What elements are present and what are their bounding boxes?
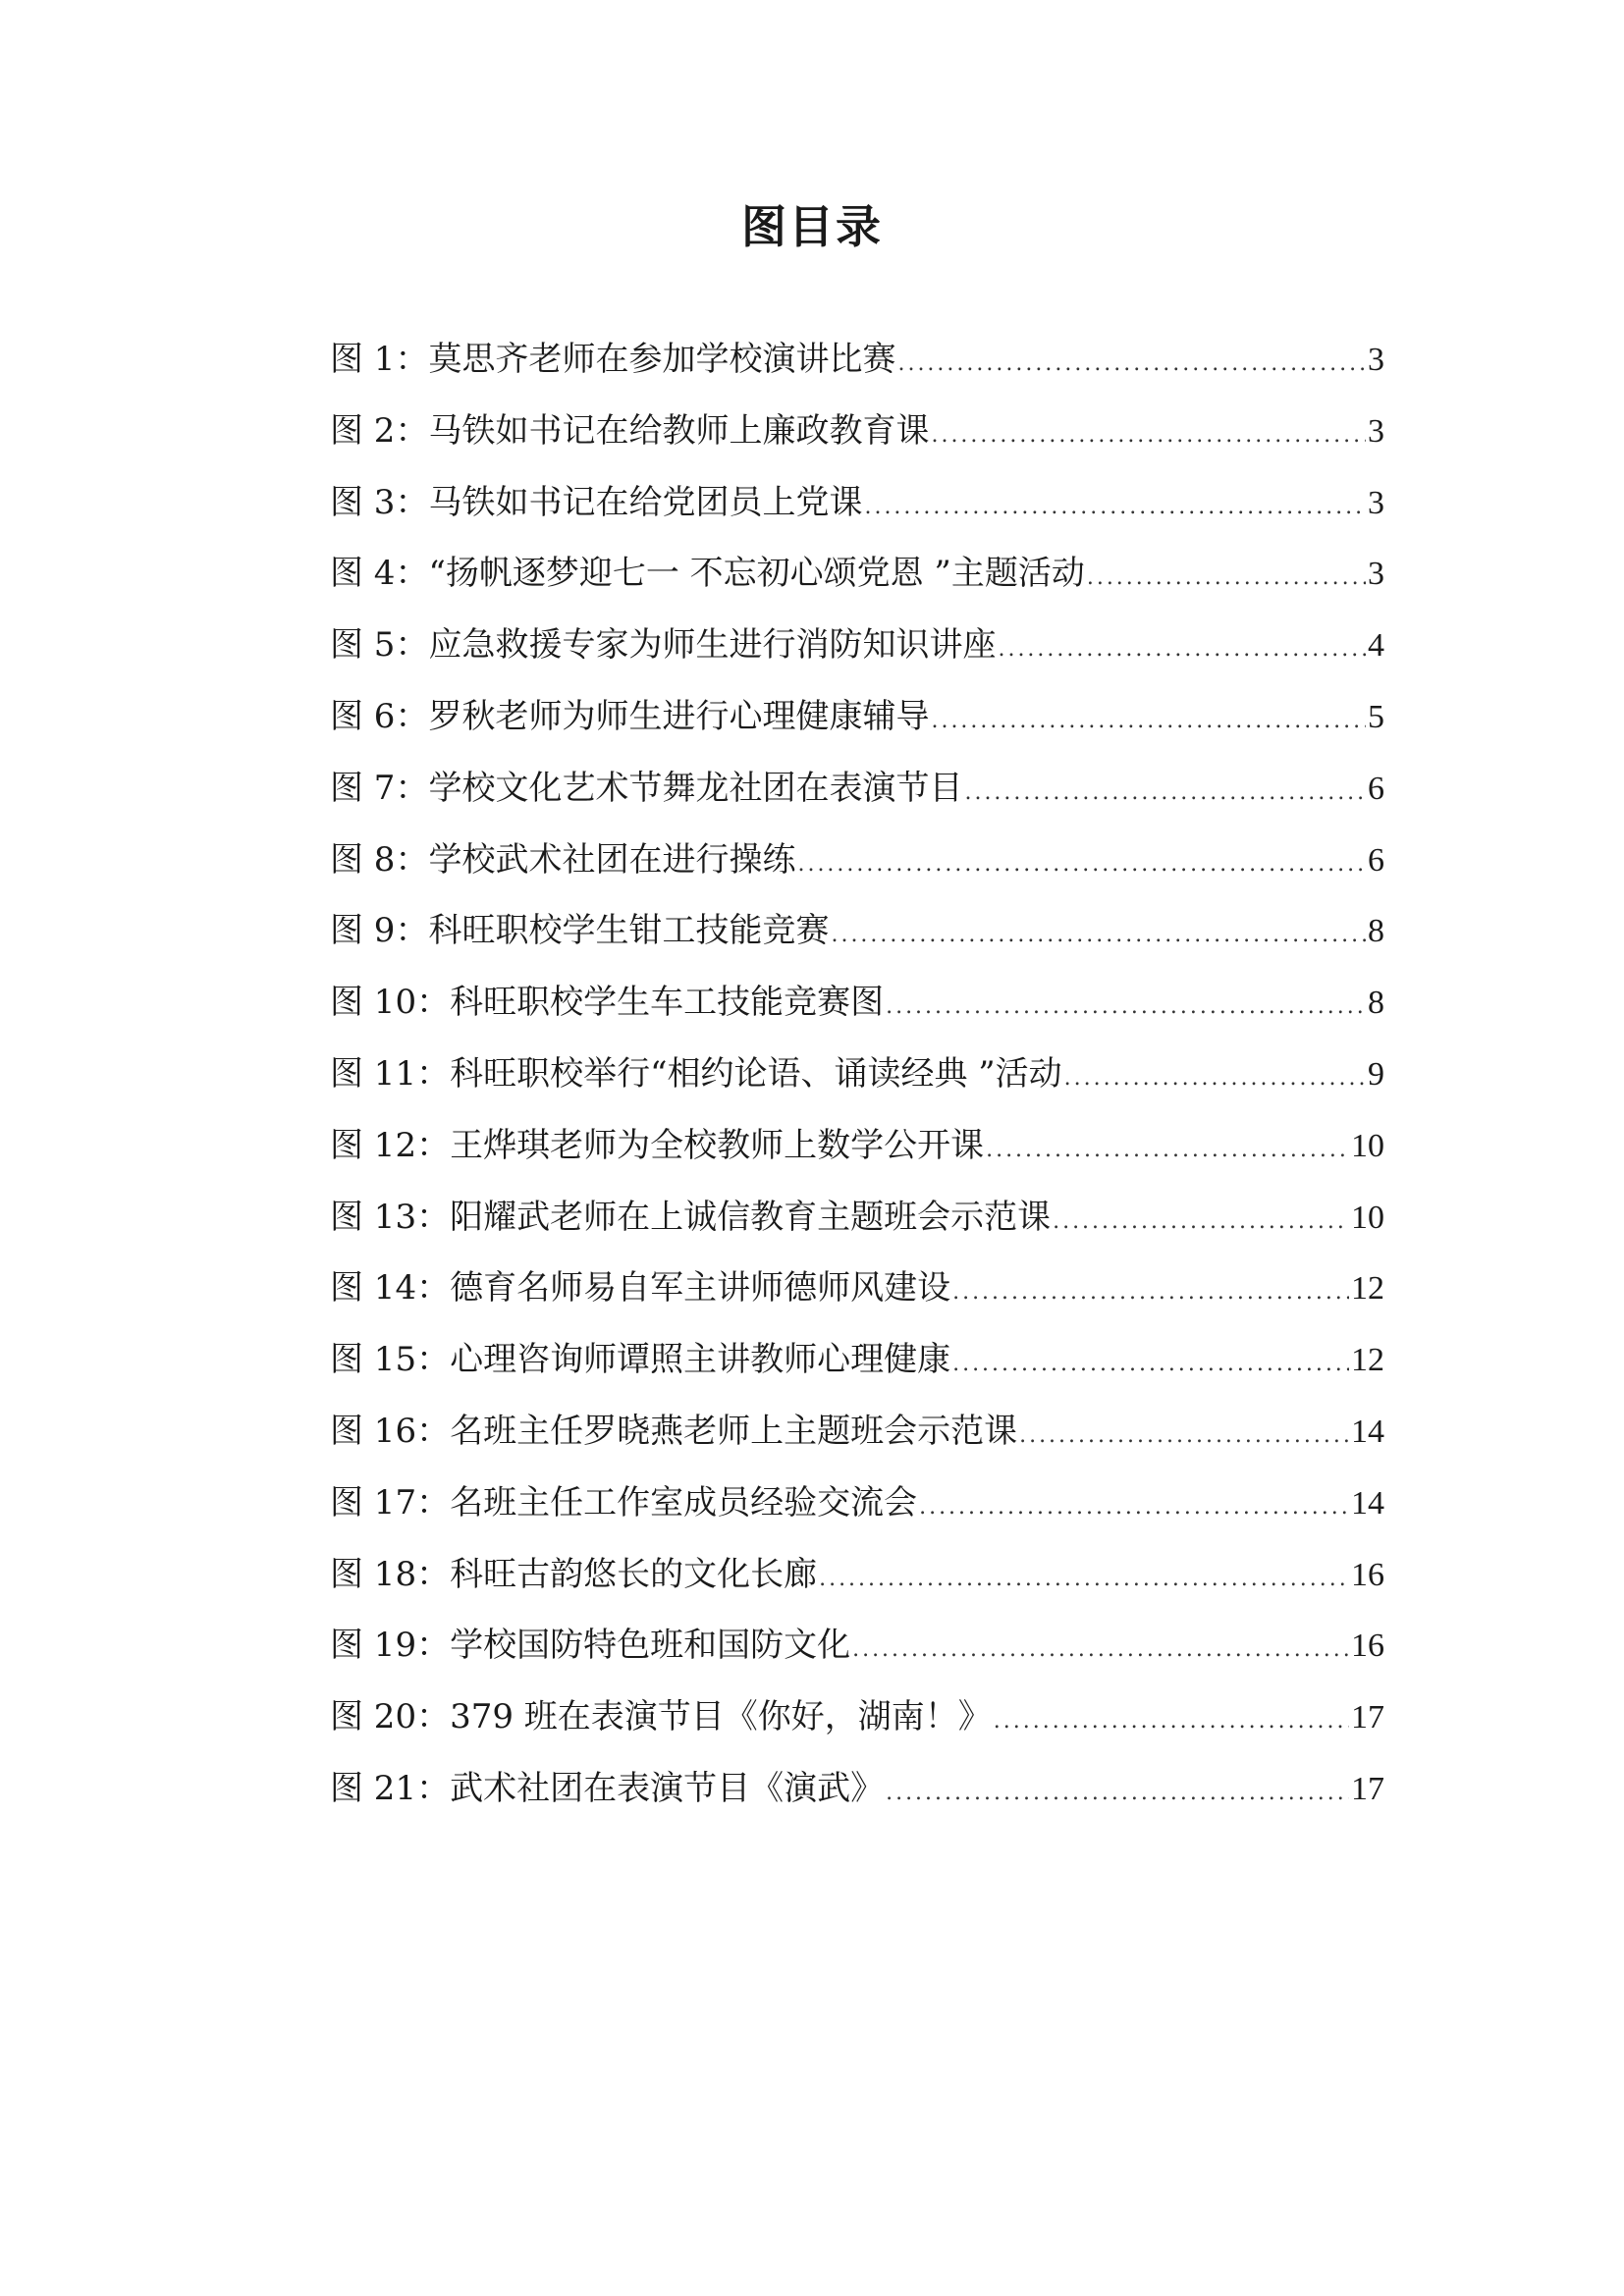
dot-leader bbox=[931, 700, 1366, 743]
dot-leader bbox=[994, 1700, 1349, 1743]
toc-entry[interactable] bbox=[330, 338, 1384, 409]
entry-caption: 图 17：名班主任工作室成员经验交流会 bbox=[330, 1482, 918, 1522]
dot-leader bbox=[1019, 1415, 1349, 1458]
entry-page-number: 6 bbox=[1368, 770, 1384, 807]
entry-caption: 图 2：马铁如书记在给教师上廉政教育课 bbox=[330, 410, 930, 451]
toc-entry[interactable] bbox=[330, 1052, 1384, 1124]
entry-caption: 图 11：科旺职校举行“相约论语、诵读经典 ”活动 bbox=[330, 1053, 1062, 1094]
dot-leader bbox=[964, 772, 1366, 815]
dot-leader bbox=[831, 914, 1366, 957]
entry-caption: 图 7：学校文化艺术节舞龙社团在表演节目 bbox=[330, 768, 963, 808]
dot-leader bbox=[1064, 1057, 1366, 1100]
entry-page-number: 14 bbox=[1351, 1484, 1384, 1522]
entry-page-number: 17 bbox=[1351, 1770, 1384, 1807]
toc-entry[interactable] bbox=[330, 1553, 1384, 1625]
dot-leader bbox=[797, 843, 1366, 886]
dot-leader bbox=[919, 1486, 1349, 1529]
dot-leader bbox=[952, 1271, 1349, 1314]
entry-page-number: 16 bbox=[1351, 1628, 1384, 1665]
figure-list bbox=[330, 338, 1384, 1839]
entry-caption: 图 3：马铁如书记在给党团员上党课 bbox=[330, 482, 863, 522]
toc-entry[interactable] bbox=[330, 838, 1384, 910]
toc-entry[interactable] bbox=[330, 1481, 1384, 1553]
toc-entry[interactable] bbox=[330, 981, 1384, 1052]
entry-caption: 图 20：379 班在表演节目《你好，湖南！》 bbox=[330, 1697, 992, 1737]
dot-leader bbox=[931, 414, 1366, 457]
entry-caption: 图 12：王烨琪老师为全校教师上数学公开课 bbox=[330, 1125, 985, 1165]
entry-caption: 图 4：“扬帆逐梦迎七一 不忘初心颂党恩 ”主题活动 bbox=[330, 554, 1085, 594]
entry-page-number: 4 bbox=[1368, 627, 1384, 665]
entry-page-number: 3 bbox=[1368, 556, 1384, 593]
toc-entry[interactable] bbox=[330, 909, 1384, 981]
toc-entry[interactable] bbox=[330, 1624, 1384, 1695]
toc-entry[interactable] bbox=[330, 695, 1384, 767]
dot-leader bbox=[952, 1343, 1349, 1386]
entry-caption: 图 9：科旺职校学生钳工技能竞赛 bbox=[330, 911, 830, 951]
dot-leader bbox=[886, 1772, 1349, 1815]
toc-entry[interactable] bbox=[330, 767, 1384, 838]
entry-page-number: 6 bbox=[1368, 841, 1384, 879]
toc-entry[interactable] bbox=[330, 1338, 1384, 1410]
dot-leader bbox=[1053, 1201, 1349, 1244]
entry-caption: 图 15：心理咨询师谭照主讲教师心理健康 bbox=[330, 1340, 951, 1380]
toc-entry[interactable] bbox=[330, 409, 1384, 481]
toc-entry[interactable] bbox=[330, 1410, 1384, 1481]
entry-caption: 图 21：武术社团在表演节目《演武》 bbox=[330, 1768, 885, 1808]
dot-leader bbox=[986, 1129, 1349, 1172]
entry-caption: 图 18：科旺古韵悠长的文化长廊 bbox=[330, 1554, 818, 1594]
entry-page-number: 3 bbox=[1368, 484, 1384, 521]
dot-leader bbox=[864, 486, 1366, 529]
dot-leader bbox=[852, 1629, 1349, 1672]
dot-leader bbox=[998, 628, 1366, 671]
entry-caption: 图 14：德育名师易自军主讲师德师风建设 bbox=[330, 1268, 951, 1308]
entry-caption: 图 6：罗秋老师为师生进行心理健康辅导 bbox=[330, 696, 930, 736]
entry-page-number: 9 bbox=[1368, 1055, 1384, 1093]
toc-entry[interactable] bbox=[330, 1196, 1384, 1267]
dot-leader bbox=[1087, 557, 1366, 600]
toc-entry[interactable] bbox=[330, 1124, 1384, 1196]
entry-page-number: 17 bbox=[1351, 1699, 1384, 1736]
entry-caption: 图 10：科旺职校学生车工技能竞赛图 bbox=[330, 983, 885, 1023]
dot-leader bbox=[897, 343, 1366, 386]
entry-page-number: 14 bbox=[1351, 1413, 1384, 1450]
entry-page-number: 12 bbox=[1351, 1342, 1384, 1379]
entry-caption: 图 13：阳耀武老师在上诚信教育主题班会示范课 bbox=[330, 1197, 1052, 1237]
page-title: 图目录 bbox=[741, 200, 883, 253]
entry-page-number: 10 bbox=[1351, 1127, 1384, 1164]
entry-caption: 图 5：应急救援专家为师生进行消防知识讲座 bbox=[330, 625, 997, 666]
dot-leader bbox=[886, 986, 1366, 1029]
entry-page-number: 16 bbox=[1351, 1556, 1384, 1593]
toc-entry[interactable] bbox=[330, 1266, 1384, 1338]
toc-entry[interactable] bbox=[330, 552, 1384, 623]
toc-entry[interactable] bbox=[330, 1695, 1384, 1767]
entry-caption: 图 1：莫思齐老师在参加学校演讲比赛 bbox=[330, 340, 896, 379]
entry-caption: 图 8：学校武术社团在进行操练 bbox=[330, 839, 796, 880]
toc-entry[interactable] bbox=[330, 1767, 1384, 1839]
entry-page-number: 3 bbox=[1368, 412, 1384, 450]
entry-page-number: 10 bbox=[1351, 1199, 1384, 1236]
entry-page-number: 8 bbox=[1368, 985, 1384, 1022]
entry-page-number: 5 bbox=[1368, 698, 1384, 735]
dot-leader bbox=[819, 1558, 1349, 1601]
toc-entry[interactable] bbox=[330, 623, 1384, 695]
entry-caption: 图 16：名班主任罗晓燕老师上主题班会示范课 bbox=[330, 1411, 1018, 1451]
entry-page-number: 3 bbox=[1368, 342, 1384, 378]
entry-page-number: 8 bbox=[1368, 913, 1384, 950]
entry-page-number: 12 bbox=[1351, 1270, 1384, 1308]
entry-caption: 图 19：学校国防特色班和国防文化 bbox=[330, 1626, 851, 1666]
toc-entry[interactable] bbox=[330, 481, 1384, 553]
